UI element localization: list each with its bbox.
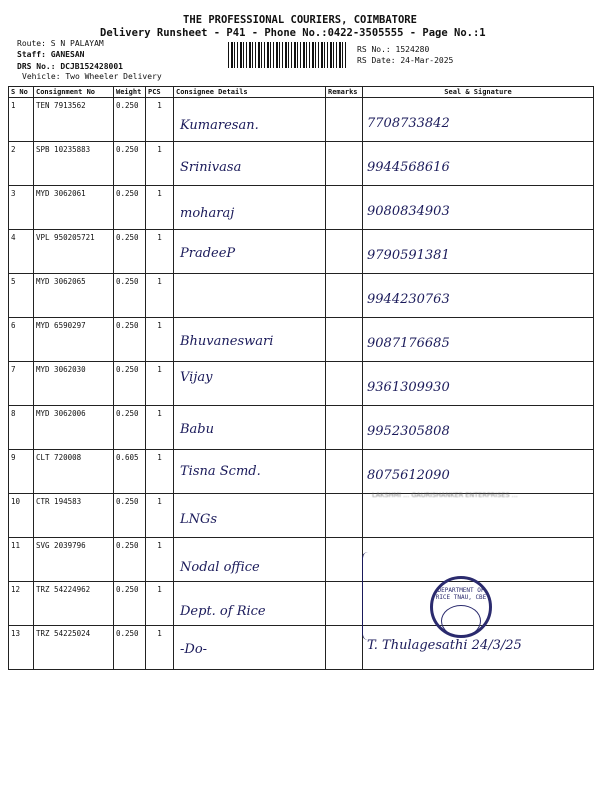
row-consignment-no: TRZ 54225024: [34, 626, 114, 670]
handwritten-signature-phone: 9944568616: [367, 160, 450, 175]
col-pcs: PCS: [146, 87, 174, 98]
rs-date: RS Date: 24-Mar-2025: [357, 56, 454, 65]
row-consignment-no: CTR 194583: [34, 494, 114, 538]
row-consignee: [174, 274, 326, 318]
row-pcs: 1: [146, 186, 174, 230]
row-weight: 0.250: [114, 142, 146, 186]
row-sno: 13: [9, 626, 34, 670]
row-sno: 1: [9, 98, 34, 142]
row-remarks: [326, 362, 363, 406]
col-weight: Weight: [114, 87, 146, 98]
table-row: [9, 406, 594, 450]
handwritten-signature-phone: T. Thulagesathi 24/3/25: [367, 638, 522, 653]
row-consignee: [174, 538, 326, 582]
row-sno: 6: [9, 318, 34, 362]
row-weight: 0.250: [114, 318, 146, 362]
rs-no: RS No.: 1524280: [357, 45, 430, 54]
staff-value: GANESAN: [50, 50, 85, 59]
table-header-row: [9, 87, 594, 98]
row-consignment-no: MYD 6590297: [34, 318, 114, 362]
row-weight: 0.250: [114, 274, 146, 318]
row-signature: [363, 362, 594, 406]
row-consignee: [174, 98, 326, 142]
runsheet-title: Delivery Runsheet - P41 - Phone No.:0422-3505555 - Page No.:1: [100, 27, 486, 39]
row-consignment-no: MYD 3062065: [34, 274, 114, 318]
row-weight: 0.250: [114, 362, 146, 406]
row-consignee: [174, 626, 326, 670]
row-consignee: [174, 494, 326, 538]
row-signature: [363, 230, 594, 274]
row-pcs: 1: [146, 98, 174, 142]
row-sno: 9: [9, 450, 34, 494]
row-remarks: [326, 318, 363, 362]
row-consignment-no: CLT 720008: [34, 450, 114, 494]
row-consignee: [174, 582, 326, 626]
vehicle-line: Vehicle: Two Wheeler Delivery: [22, 72, 162, 81]
row-pcs: 1: [146, 142, 174, 186]
handwritten-signature-phone: 9361309930: [367, 380, 450, 395]
row-pcs: 1: [146, 318, 174, 362]
row-consignment-no: SVG 2039796: [34, 538, 114, 582]
row-sno: 10: [9, 494, 34, 538]
table-row: [9, 230, 594, 274]
consignee-handwritten-name: Babu: [180, 422, 214, 437]
row-consignee: [174, 230, 326, 274]
consignee-handwritten-name: Srinivasa: [180, 160, 242, 175]
consignee-handwritten-name: Nodal office: [180, 560, 260, 575]
row-consignee: [174, 142, 326, 186]
row-pcs: 1: [146, 230, 174, 274]
vehicle-value: Two Wheeler Delivery: [65, 72, 162, 81]
row-sno: 2: [9, 142, 34, 186]
consignee-handwritten-name: Vijay: [180, 370, 213, 385]
row-pcs: 1: [146, 494, 174, 538]
row-remarks: [326, 142, 363, 186]
handwritten-signature-phone: 9087176685: [367, 336, 450, 351]
consignee-handwritten-name: Tisna Scmd.: [180, 464, 261, 479]
table-row: [9, 98, 594, 142]
table-row: [9, 626, 594, 670]
row-consignee: [174, 318, 326, 362]
col-seal: Seal & Signature: [363, 87, 594, 98]
row-signature: [363, 186, 594, 230]
row-sno: 11: [9, 538, 34, 582]
row-remarks: [326, 450, 363, 494]
handwritten-signature-phone: 8075612090: [367, 468, 450, 483]
consignee-handwritten-name: PradeeP: [180, 246, 236, 261]
handwritten-signature-phone: 9952305808: [367, 424, 450, 439]
row-pcs: 1: [146, 626, 174, 670]
row-consignment-no: TRZ 54224962: [34, 582, 114, 626]
row-weight: 0.250: [114, 98, 146, 142]
company-title: THE PROFESSIONAL COURIERS, COIMBATORE: [183, 14, 417, 26]
row-remarks: [326, 538, 363, 582]
runsheet-table: [8, 86, 594, 670]
row-remarks: [326, 274, 363, 318]
table-row: [9, 538, 594, 582]
row-sno: 3: [9, 186, 34, 230]
col-remarks: Remarks: [326, 87, 363, 98]
table-row: [9, 582, 594, 626]
row-remarks: [326, 494, 363, 538]
row-consignment-no: VPL 950205721: [34, 230, 114, 274]
row-pcs: 1: [146, 274, 174, 318]
row-consignee: [174, 186, 326, 230]
row-weight: 0.250: [114, 186, 146, 230]
row-remarks: [326, 626, 363, 670]
row-weight: 0.250: [114, 406, 146, 450]
col-consignee: Consignee Details: [174, 87, 326, 98]
row-remarks: [326, 406, 363, 450]
route-value: S N PALAYAM: [50, 39, 104, 48]
consignee-handwritten-name: moharaj: [180, 206, 235, 221]
handwritten-signature-phone: 9944230763: [367, 292, 450, 307]
row-remarks: [326, 582, 363, 626]
handwritten-signature-phone: 9080834903: [367, 204, 450, 219]
row-consignment-no: MYD 3062006: [34, 406, 114, 450]
row-sno: 4: [9, 230, 34, 274]
row-consignment-no: TEN 7913562: [34, 98, 114, 142]
col-consignment: Consignment No: [34, 87, 114, 98]
row-pcs: 1: [146, 538, 174, 582]
table-row: [9, 274, 594, 318]
row-consignee: [174, 362, 326, 406]
handwritten-signature-phone: 9790591381: [367, 248, 450, 263]
table-row: [9, 450, 594, 494]
consignee-handwritten-name: Dept. of Rice: [180, 604, 266, 619]
row-consignment-no: SPB 10235883: [34, 142, 114, 186]
table-row: [9, 142, 594, 186]
row-pcs: 1: [146, 362, 174, 406]
row-signature: [363, 98, 594, 142]
table-row: [9, 318, 594, 362]
consignee-handwritten-name: Kumaresan.: [180, 118, 259, 133]
row-consignee: [174, 406, 326, 450]
staff-line: Staff: GANESAN: [17, 50, 85, 59]
row-weight: 0.250: [114, 494, 146, 538]
drs-line: DRS No.: DCJB152428001: [17, 62, 123, 71]
consignee-handwritten-name: LNGs: [180, 512, 218, 527]
row-remarks: [326, 230, 363, 274]
row-remarks: [326, 98, 363, 142]
row-consignment-no: MYD 3062061: [34, 186, 114, 230]
row-signature: [363, 406, 594, 450]
row-consignment-no: MYD 3062030: [34, 362, 114, 406]
row-signature: [363, 450, 594, 494]
handwritten-signature-phone: 7708733842: [367, 116, 450, 131]
row-weight: 0.605: [114, 450, 146, 494]
bracket-mark: [362, 552, 373, 640]
row-signature: [363, 318, 594, 362]
consignee-handwritten-name: Bhuvaneswari: [180, 334, 274, 349]
row-pcs: 1: [146, 450, 174, 494]
row-sno: 12: [9, 582, 34, 626]
department-stamp: DEPARTMENT OF RICE TNAU, CBE: [430, 576, 492, 638]
barcode: [228, 42, 348, 68]
row-signature: [363, 142, 594, 186]
row-weight: 0.250: [114, 582, 146, 626]
row-sno: 5: [9, 274, 34, 318]
row-sno: 7: [9, 362, 34, 406]
row-weight: 0.250: [114, 626, 146, 670]
table-row: [9, 362, 594, 406]
row-weight: 0.250: [114, 538, 146, 582]
consignee-handwritten-name: -Do-: [180, 642, 208, 657]
row-signature: [363, 274, 594, 318]
row-sno: 8: [9, 406, 34, 450]
drs-value: DCJB152428001: [60, 62, 123, 71]
row-weight: 0.250: [114, 230, 146, 274]
row-consignee: [174, 450, 326, 494]
row-signature: [363, 538, 594, 582]
row-pcs: 1: [146, 582, 174, 626]
faded-seal-text: LAKSHMI ... GAURISHANKER ENTERPRISES ...: [372, 491, 518, 499]
table-row: [9, 186, 594, 230]
row-pcs: 1: [146, 406, 174, 450]
route-line: Route: S N PALAYAM: [17, 39, 104, 48]
row-remarks: [326, 186, 363, 230]
col-sno: S No: [9, 87, 34, 98]
